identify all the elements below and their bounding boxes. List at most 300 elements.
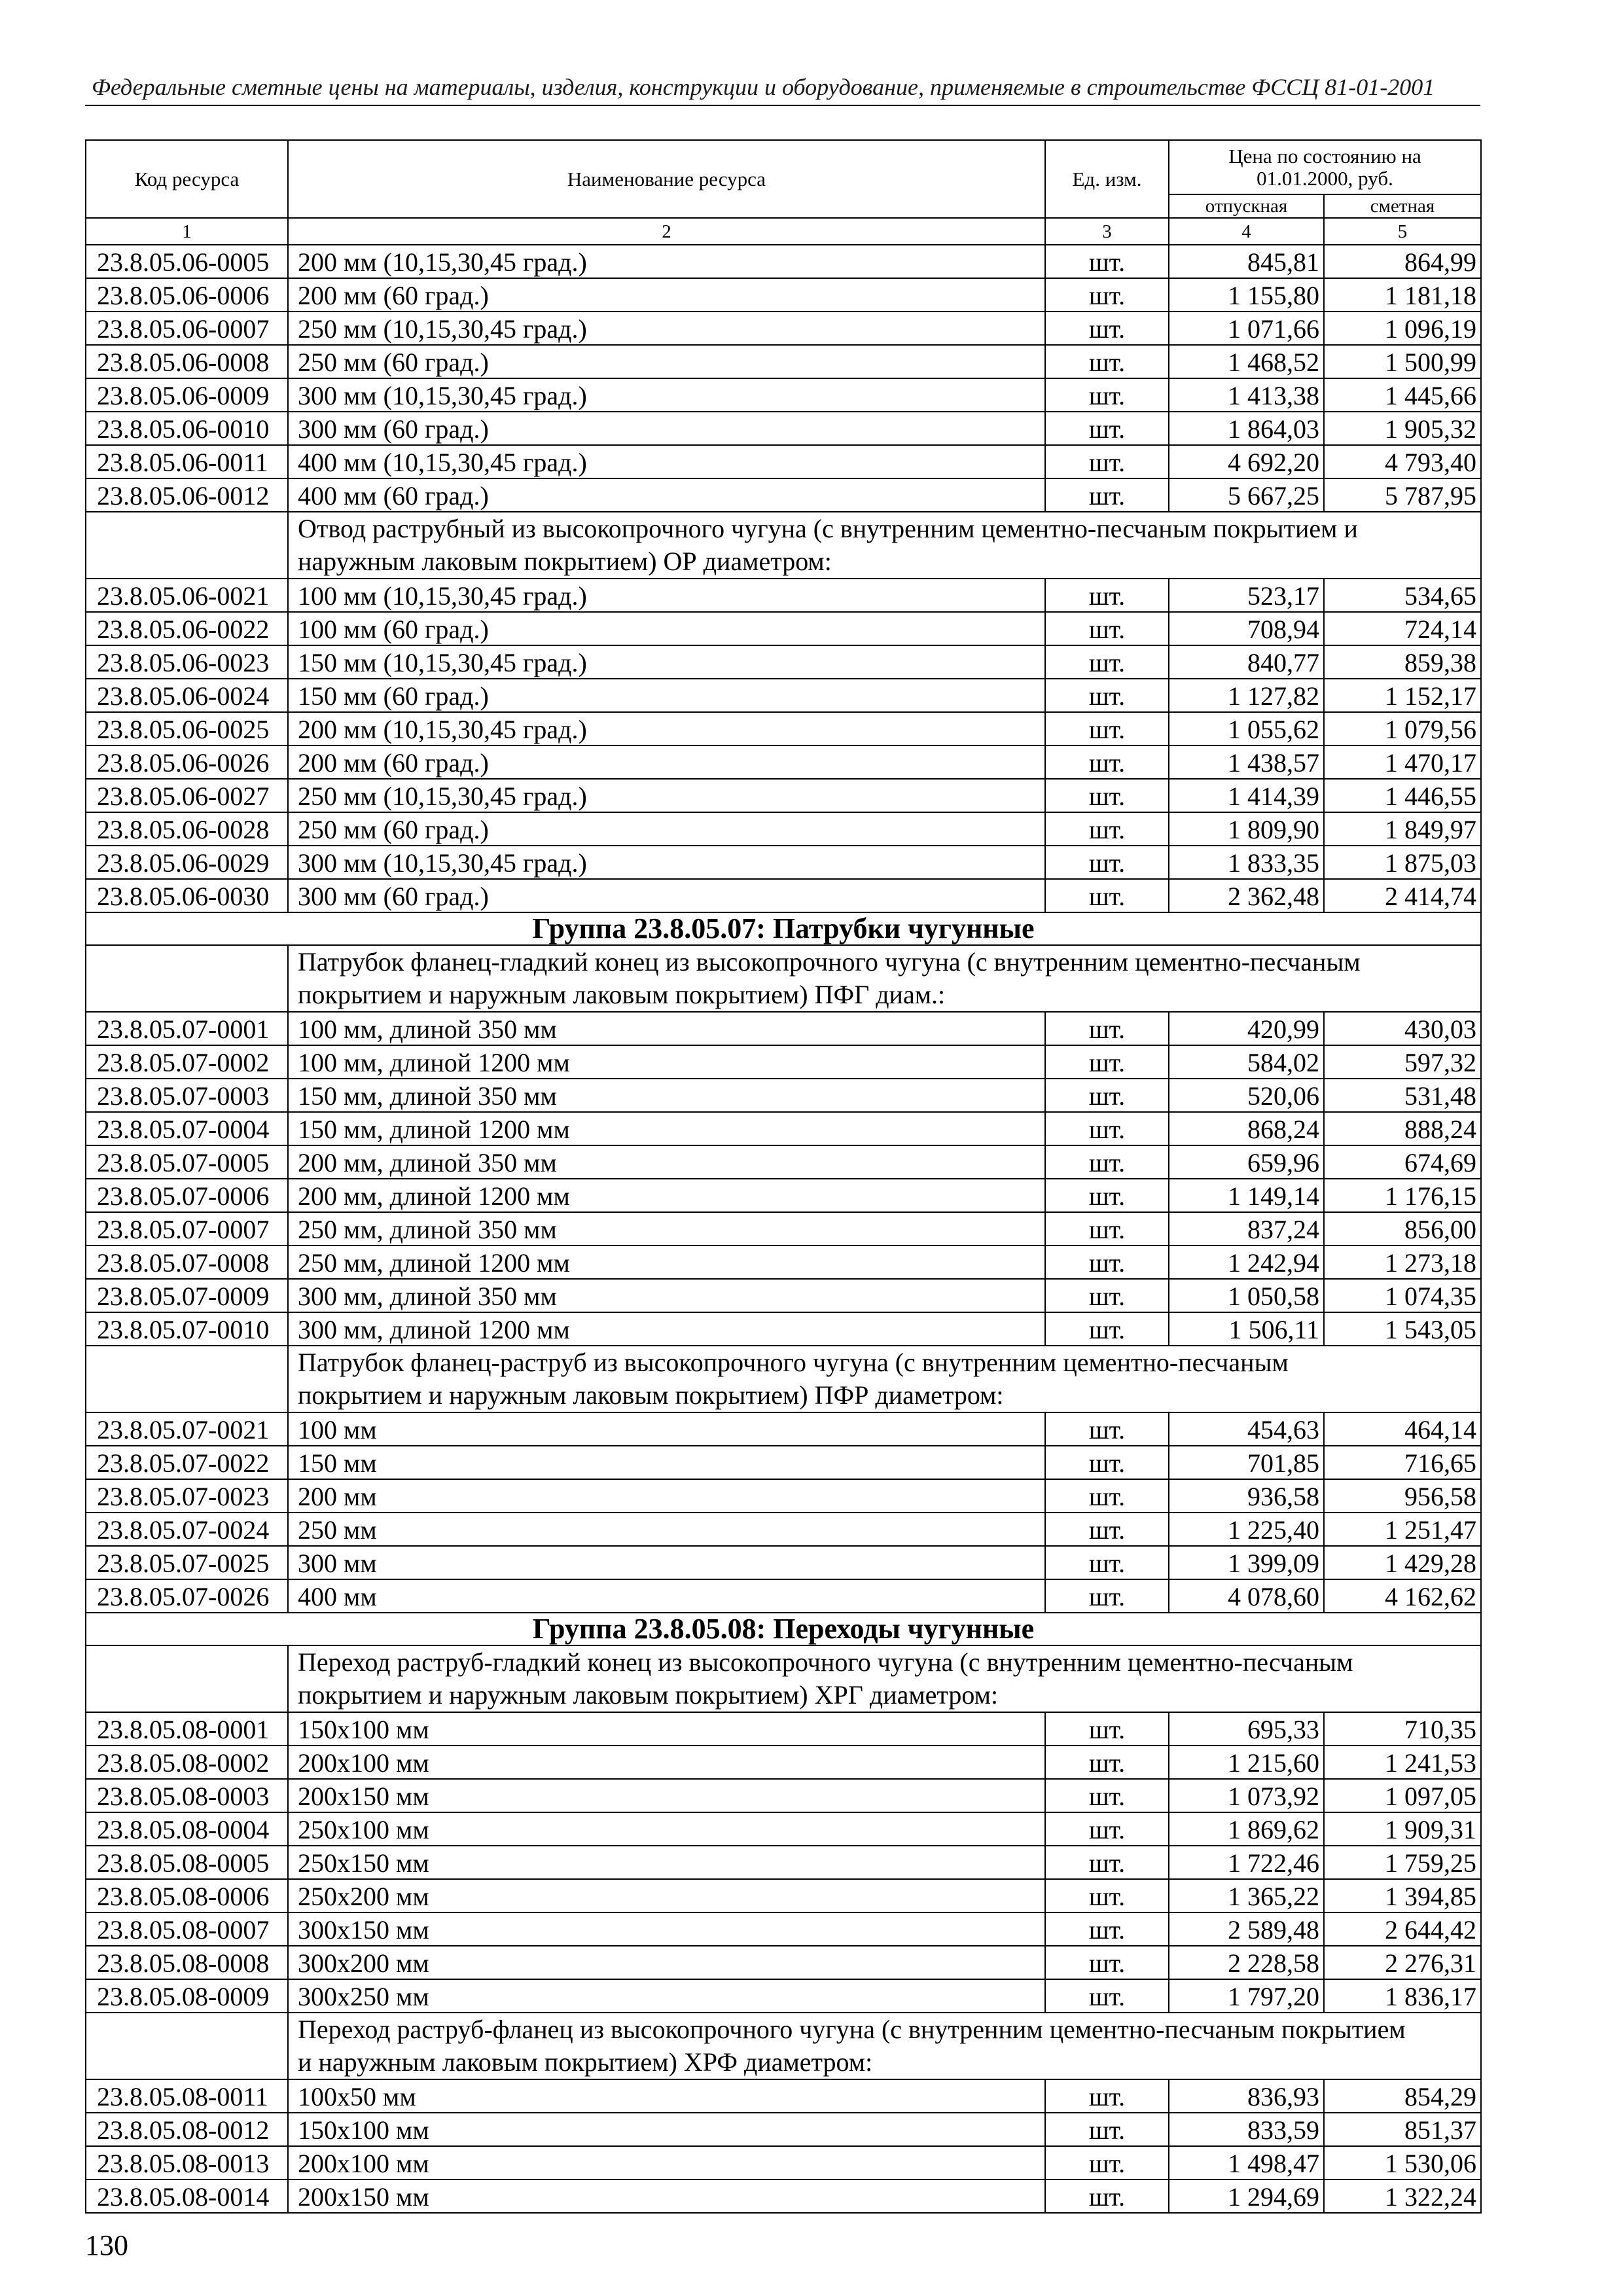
- group-row: [86, 1613, 1481, 1645]
- resource-code: 23.8.05.06-0030: [86, 879, 288, 912]
- resource-name: 250 мм (10,15,30,45 град.): [288, 779, 1045, 812]
- resource-unit: шт.: [1045, 1513, 1169, 1546]
- price-estimate: 724,14: [1324, 612, 1481, 645]
- price-release: 1 055,62: [1169, 712, 1324, 745]
- resource-row: [86, 1479, 1481, 1513]
- resource-code: 23.8.05.08-0006: [86, 1879, 288, 1912]
- price-estimate: 956,58: [1324, 1479, 1481, 1513]
- price-release: 1 722,46: [1169, 1846, 1324, 1879]
- resource-row: [86, 1112, 1481, 1145]
- resource-row: [86, 1912, 1481, 1946]
- resource-row: [86, 1812, 1481, 1846]
- resource-code: 23.8.05.07-0001: [86, 1012, 288, 1045]
- price-estimate: 5 787,95: [1324, 478, 1481, 512]
- resource-name: 200 мм (60 град.): [288, 745, 1045, 779]
- resource-code: 23.8.05.06-0010: [86, 412, 288, 445]
- resource-name: 300 мм, длиной 350 мм: [288, 1279, 1045, 1312]
- price-estimate: 1 322,24: [1324, 2179, 1481, 2213]
- resource-name: 100х50 мм: [288, 2079, 1045, 2113]
- price-release: 1 413,38: [1169, 378, 1324, 412]
- resource-name: 300 мм (10,15,30,45 град.): [288, 378, 1045, 412]
- price-release: 836,93: [1169, 2079, 1324, 2113]
- resource-row: [86, 345, 1481, 378]
- resource-unit: шт.: [1045, 278, 1169, 312]
- resource-unit: шт.: [1045, 2079, 1169, 2113]
- description-row: [86, 945, 1481, 1012]
- resource-code: 23.8.05.07-0005: [86, 1145, 288, 1179]
- resource-code: 23.8.05.06-0008: [86, 345, 288, 378]
- resource-unit: шт.: [1045, 412, 1169, 445]
- column-number: 1: [86, 218, 288, 245]
- resource-row: [86, 2079, 1481, 2113]
- price-release: 2 589,48: [1169, 1912, 1324, 1946]
- resource-unit: шт.: [1045, 345, 1169, 378]
- resource-name: 200 мм: [288, 1479, 1045, 1513]
- price-table: [85, 139, 1482, 2214]
- price-estimate: 2 414,74: [1324, 879, 1481, 912]
- header-name: Наименование ресурса: [288, 140, 1045, 218]
- price-release: 1 149,14: [1169, 1179, 1324, 1212]
- header-row-main: [86, 140, 1481, 194]
- resource-unit: шт.: [1045, 1312, 1169, 1346]
- resource-code: 23.8.05.06-0022: [86, 612, 288, 645]
- resource-unit: шт.: [1045, 1812, 1169, 1846]
- resource-name: 200х150 мм: [288, 2179, 1045, 2213]
- resource-unit: шт.: [1045, 779, 1169, 812]
- resource-row: [86, 378, 1481, 412]
- resource-row: [86, 1279, 1481, 1312]
- resource-row: [86, 846, 1481, 879]
- description-row: [86, 1346, 1481, 1412]
- resource-unit: шт.: [1045, 645, 1169, 679]
- resource-unit: шт.: [1045, 679, 1169, 712]
- resource-code: 23.8.05.07-0010: [86, 1312, 288, 1346]
- resource-code: 23.8.05.06-0021: [86, 579, 288, 612]
- price-estimate: 534,65: [1324, 579, 1481, 612]
- resource-unit: шт.: [1045, 812, 1169, 846]
- resource-code: 23.8.05.08-0001: [86, 1712, 288, 1746]
- description-row: [86, 1645, 1481, 1712]
- resource-row: [86, 1546, 1481, 1579]
- price-release: 1 215,60: [1169, 1746, 1324, 1779]
- resource-row: [86, 1712, 1481, 1746]
- resource-code: 23.8.05.07-0023: [86, 1479, 288, 1513]
- resource-row: [86, 1079, 1481, 1112]
- price-estimate: 1 096,19: [1324, 312, 1481, 345]
- price-release: 1 438,57: [1169, 745, 1324, 779]
- resource-name: 400 мм (60 град.): [288, 478, 1045, 512]
- resource-name: 250 мм, длиной 350 мм: [288, 1212, 1045, 1246]
- price-estimate: 856,00: [1324, 1212, 1481, 1246]
- description-code-cell: [86, 512, 288, 579]
- resource-unit: шт.: [1045, 1479, 1169, 1513]
- resource-name: 300х150 мм: [288, 1912, 1045, 1946]
- resource-name: 250 мм, длиной 1200 мм: [288, 1246, 1045, 1279]
- resource-unit: шт.: [1045, 1079, 1169, 1112]
- resource-name: 250 мм: [288, 1513, 1045, 1546]
- price-release: 936,58: [1169, 1479, 1324, 1513]
- description-line: Отвод раструбный из высокопрочного чугуна (с внутренним цементно-песчаным покрытием и: [298, 514, 1358, 543]
- resource-code: 23.8.05.06-0023: [86, 645, 288, 679]
- description-text: [288, 945, 1481, 1012]
- resource-name: 150 мм: [288, 1446, 1045, 1479]
- resource-row: [86, 579, 1481, 612]
- resource-row: [86, 245, 1481, 278]
- resource-row: [86, 812, 1481, 846]
- price-release: 454,63: [1169, 1412, 1324, 1446]
- price-estimate: 1 241,53: [1324, 1746, 1481, 1779]
- resource-unit: шт.: [1045, 1779, 1169, 1812]
- price-estimate: 1 470,17: [1324, 745, 1481, 779]
- price-release: 4 692,20: [1169, 445, 1324, 478]
- resource-name: 250х200 мм: [288, 1879, 1045, 1912]
- price-estimate: 430,03: [1324, 1012, 1481, 1045]
- price-release: 1 869,62: [1169, 1812, 1324, 1846]
- resource-unit: шт.: [1045, 1746, 1169, 1779]
- price-estimate: 1 181,18: [1324, 278, 1481, 312]
- resource-code: 23.8.05.08-0013: [86, 2146, 288, 2179]
- resource-unit: шт.: [1045, 2146, 1169, 2179]
- resource-unit: шт.: [1045, 1946, 1169, 1979]
- resource-code: 23.8.05.06-0005: [86, 245, 288, 278]
- price-estimate: 597,32: [1324, 1045, 1481, 1079]
- resource-row: [86, 312, 1481, 345]
- resource-row: [86, 1979, 1481, 2013]
- resource-unit: шт.: [1045, 1879, 1169, 1912]
- price-estimate: 674,69: [1324, 1145, 1481, 1179]
- price-estimate: 1 097,05: [1324, 1779, 1481, 1812]
- resource-row: [86, 478, 1481, 512]
- description-line: Патрубок фланец-гладкий конец из высокопрочного чугуна (с внутренним цементно-песчаным: [298, 947, 1361, 977]
- price-estimate: 4 793,40: [1324, 445, 1481, 478]
- price-release: 4 078,60: [1169, 1579, 1324, 1613]
- price-release: 1 242,94: [1169, 1246, 1324, 1279]
- resource-row: [86, 1579, 1481, 1613]
- column-number: 4: [1169, 218, 1324, 245]
- resource-name: 150 мм, длиной 1200 мм: [288, 1112, 1045, 1145]
- column-number: 3: [1045, 218, 1169, 245]
- resource-row: [86, 1412, 1481, 1446]
- resource-code: 23.8.05.07-0025: [86, 1546, 288, 1579]
- resource-name: 200 мм (60 град.): [288, 278, 1045, 312]
- resource-unit: шт.: [1045, 445, 1169, 478]
- resource-unit: шт.: [1045, 1846, 1169, 1879]
- resource-code: 23.8.05.08-0014: [86, 2179, 288, 2213]
- price-estimate: 1 074,35: [1324, 1279, 1481, 1312]
- resource-code: 23.8.05.06-0009: [86, 378, 288, 412]
- price-estimate: 1 543,05: [1324, 1312, 1481, 1346]
- resource-row: [86, 1212, 1481, 1246]
- resource-code: 23.8.05.06-0028: [86, 812, 288, 846]
- price-estimate: 2 276,31: [1324, 1946, 1481, 1979]
- price-release: 1 468,52: [1169, 345, 1324, 378]
- resource-row: [86, 1779, 1481, 1812]
- price-release: 833,59: [1169, 2113, 1324, 2146]
- resource-code: 23.8.05.06-0026: [86, 745, 288, 779]
- price-estimate: 1 849,97: [1324, 812, 1481, 846]
- description-line: Переход раструб-фланец из высокопрочного чугуна (с внутренним цементно-песчаным покрытием: [298, 2015, 1406, 2044]
- resource-name: 200х150 мм: [288, 1779, 1045, 1812]
- description-text: [288, 1645, 1481, 1712]
- price-release: 1 506,11: [1169, 1312, 1324, 1346]
- group-row: [86, 912, 1481, 945]
- table-body: [86, 245, 1481, 2213]
- resource-unit: шт.: [1045, 1279, 1169, 1312]
- resource-name: 150 мм (60 град.): [288, 679, 1045, 712]
- resource-row: [86, 712, 1481, 745]
- resource-name: 100 мм (60 град.): [288, 612, 1045, 645]
- description-row: [86, 2013, 1481, 2079]
- price-release: 584,02: [1169, 1045, 1324, 1079]
- price-release: 1 225,40: [1169, 1513, 1324, 1546]
- header-price-release: отпускная: [1169, 194, 1324, 218]
- price-release: 1 365,22: [1169, 1879, 1324, 1912]
- price-release: 1 155,80: [1169, 278, 1324, 312]
- description-line: и наружным лаковым покрытием) ХРФ диаметром:: [298, 2047, 873, 2077]
- resource-name: 200 мм (10,15,30,45 град.): [288, 245, 1045, 278]
- resource-row: [86, 1879, 1481, 1912]
- resource-code: 23.8.05.06-0024: [86, 679, 288, 712]
- resource-unit: шт.: [1045, 579, 1169, 612]
- resource-code: 23.8.05.07-0007: [86, 1212, 288, 1246]
- price-estimate: 1 759,25: [1324, 1846, 1481, 1879]
- resource-row: [86, 1246, 1481, 1279]
- resource-unit: шт.: [1045, 312, 1169, 345]
- price-estimate: 710,35: [1324, 1712, 1481, 1746]
- resource-row: [86, 679, 1481, 712]
- resource-code: 23.8.05.08-0011: [86, 2079, 288, 2113]
- price-estimate: 1 429,28: [1324, 1546, 1481, 1579]
- resource-name: 200 мм (10,15,30,45 град.): [288, 712, 1045, 745]
- resource-unit: шт.: [1045, 478, 1169, 512]
- resource-name: 300 мм (60 град.): [288, 412, 1045, 445]
- description-line: покрытием и наружным лаковым покрытием) ПФГ диам.:: [298, 980, 946, 1009]
- resource-unit: шт.: [1045, 1145, 1169, 1179]
- price-estimate: 864,99: [1324, 245, 1481, 278]
- price-release: 845,81: [1169, 245, 1324, 278]
- resource-row: [86, 1746, 1481, 1779]
- resource-code: 23.8.05.07-0002: [86, 1045, 288, 1079]
- header-unit: Ед. изм.: [1045, 140, 1169, 218]
- price-release: 701,85: [1169, 1446, 1324, 1479]
- resource-unit: шт.: [1045, 846, 1169, 879]
- description-text: [288, 2013, 1481, 2079]
- resource-row: [86, 779, 1481, 812]
- price-estimate: 1 905,32: [1324, 412, 1481, 445]
- resource-unit: шт.: [1045, 1412, 1169, 1446]
- resource-row: [86, 278, 1481, 312]
- price-release: 1 833,35: [1169, 846, 1324, 879]
- resource-unit: шт.: [1045, 1012, 1169, 1045]
- price-release: 1 797,20: [1169, 1979, 1324, 2013]
- price-estimate: 888,24: [1324, 1112, 1481, 1145]
- resource-name: 250 мм (60 град.): [288, 812, 1045, 846]
- price-release: 420,99: [1169, 1012, 1324, 1045]
- resource-name: 100 мм: [288, 1412, 1045, 1446]
- page-number: 130: [85, 2229, 128, 2261]
- price-release: 1 864,03: [1169, 412, 1324, 445]
- price-release: 1 809,90: [1169, 812, 1324, 846]
- resource-unit: шт.: [1045, 2113, 1169, 2146]
- resource-row: [86, 1846, 1481, 1879]
- price-estimate: 2 644,42: [1324, 1912, 1481, 1946]
- resource-row: [86, 745, 1481, 779]
- resource-unit: шт.: [1045, 1179, 1169, 1212]
- description-line: покрытием и наружным лаковым покрытием) ПФР диаметром:: [298, 1380, 1004, 1410]
- price-estimate: 1 909,31: [1324, 1812, 1481, 1846]
- resource-name: 150 мм (10,15,30,45 град.): [288, 645, 1045, 679]
- resource-name: 100 мм (10,15,30,45 град.): [288, 579, 1045, 612]
- resource-row: [86, 2146, 1481, 2179]
- price-estimate: 1 500,99: [1324, 345, 1481, 378]
- price-estimate: 859,38: [1324, 645, 1481, 679]
- resource-code: 23.8.05.07-0006: [86, 1179, 288, 1212]
- price-estimate: 531,48: [1324, 1079, 1481, 1112]
- resource-code: 23.8.05.08-0012: [86, 2113, 288, 2146]
- resource-unit: шт.: [1045, 1712, 1169, 1746]
- price-release: 1 073,92: [1169, 1779, 1324, 1812]
- price-release: 1 414,39: [1169, 779, 1324, 812]
- resource-code: 23.8.05.08-0002: [86, 1746, 288, 1779]
- resource-name: 200х100 мм: [288, 1746, 1045, 1779]
- header-price-line: Цена по состоянию на: [1228, 144, 1421, 168]
- resource-code: 23.8.05.07-0008: [86, 1246, 288, 1279]
- resource-code: 23.8.05.07-0009: [86, 1279, 288, 1312]
- resource-name: 300х250 мм: [288, 1979, 1045, 2013]
- price-estimate: 1 273,18: [1324, 1246, 1481, 1279]
- resource-name: 300 мм, длиной 1200 мм: [288, 1312, 1045, 1346]
- price-release: 1 127,82: [1169, 679, 1324, 712]
- resource-unit: шт.: [1045, 1212, 1169, 1246]
- resource-unit: шт.: [1045, 2179, 1169, 2213]
- resource-row: [86, 645, 1481, 679]
- resource-code: 23.8.05.08-0005: [86, 1846, 288, 1879]
- resource-row: [86, 445, 1481, 478]
- resource-code: 23.8.05.06-0012: [86, 478, 288, 512]
- price-release: 1 050,58: [1169, 1279, 1324, 1312]
- price-estimate: 1 446,55: [1324, 779, 1481, 812]
- header-price: [1169, 140, 1481, 194]
- price-release: 2 228,58: [1169, 1946, 1324, 1979]
- resource-row: [86, 1946, 1481, 1979]
- description-code-cell: [86, 2013, 288, 2079]
- resource-unit: шт.: [1045, 245, 1169, 278]
- resource-unit: шт.: [1045, 1979, 1169, 2013]
- resource-code: 23.8.05.07-0026: [86, 1579, 288, 1613]
- column-number: 5: [1324, 218, 1481, 245]
- resource-code: 23.8.05.08-0004: [86, 1812, 288, 1846]
- resource-name: 300 мм: [288, 1546, 1045, 1579]
- resource-row: [86, 879, 1481, 912]
- price-release: 520,06: [1169, 1079, 1324, 1112]
- price-release: 1 294,69: [1169, 2179, 1324, 2213]
- resource-code: 23.8.05.07-0024: [86, 1513, 288, 1546]
- description-line: покрытием и наружным лаковым покрытием) ХРГ диаметром:: [298, 1680, 999, 1710]
- resource-unit: шт.: [1045, 1546, 1169, 1579]
- resource-unit: шт.: [1045, 1446, 1169, 1479]
- resource-row: [86, 2179, 1481, 2213]
- resource-name: 150 мм, длиной 350 мм: [288, 1079, 1045, 1112]
- header-rule: [85, 105, 1480, 106]
- resource-name: 100 мм, длиной 1200 мм: [288, 1045, 1045, 1079]
- resource-unit: шт.: [1045, 879, 1169, 912]
- resource-code: 23.8.05.08-0007: [86, 1912, 288, 1946]
- resource-name: 150х100 мм: [288, 1712, 1045, 1746]
- price-estimate: 4 162,62: [1324, 1579, 1481, 1613]
- header-code: Код ресурса: [86, 140, 288, 218]
- price-estimate: 1 836,17: [1324, 1979, 1481, 2013]
- resource-name: 200 мм, длиной 350 мм: [288, 1145, 1045, 1179]
- description-code-cell: [86, 1645, 288, 1712]
- resource-row: [86, 1179, 1481, 1212]
- resource-code: 23.8.05.06-0027: [86, 779, 288, 812]
- resource-name: 300х200 мм: [288, 1946, 1045, 1979]
- resource-unit: шт.: [1045, 1246, 1169, 1279]
- resource-name: 150х100 мм: [288, 2113, 1045, 2146]
- price-estimate: 1 530,06: [1324, 2146, 1481, 2179]
- running-header: Федеральные сметные цены на материалы, изделия, конструкции и оборудование, применяемые в строительстве ФССЦ 81-01-2001: [92, 74, 1435, 100]
- price-release: 1 071,66: [1169, 312, 1324, 345]
- price-estimate: 464,14: [1324, 1412, 1481, 1446]
- description-code-cell: [86, 1346, 288, 1412]
- price-estimate: 1 079,56: [1324, 712, 1481, 745]
- resource-code: 23.8.05.07-0021: [86, 1412, 288, 1446]
- resource-code: 23.8.05.06-0011: [86, 445, 288, 478]
- description-row: [86, 512, 1481, 579]
- resource-unit: шт.: [1045, 1112, 1169, 1145]
- price-release: 837,24: [1169, 1212, 1324, 1246]
- price-release: 523,17: [1169, 579, 1324, 612]
- price-estimate: 1 445,66: [1324, 378, 1481, 412]
- header-row-numbers: [86, 218, 1481, 245]
- resource-name: 250 мм (10,15,30,45 град.): [288, 312, 1045, 345]
- resource-code: 23.8.05.06-0025: [86, 712, 288, 745]
- price-release: 695,33: [1169, 1712, 1324, 1746]
- price-release: 1 498,47: [1169, 2146, 1324, 2179]
- resource-name: 250х150 мм: [288, 1846, 1045, 1879]
- price-release: 2 362,48: [1169, 879, 1324, 912]
- resource-row: [86, 1446, 1481, 1479]
- price-release: 708,94: [1169, 612, 1324, 645]
- resource-row: [86, 1045, 1481, 1079]
- resource-code: 23.8.05.06-0006: [86, 278, 288, 312]
- resource-unit: шт.: [1045, 1579, 1169, 1613]
- price-release: 840,77: [1169, 645, 1324, 679]
- resource-code: 23.8.05.06-0007: [86, 312, 288, 345]
- resource-name: 250 мм (60 град.): [288, 345, 1045, 378]
- resource-unit: шт.: [1045, 612, 1169, 645]
- price-estimate: 851,37: [1324, 2113, 1481, 2146]
- resource-code: 23.8.05.07-0004: [86, 1112, 288, 1145]
- description-text: [288, 512, 1481, 579]
- resource-row: [86, 2113, 1481, 2146]
- description-line: наружным лаковым покрытием) ОР диаметром:: [298, 547, 832, 576]
- resource-code: 23.8.05.08-0003: [86, 1779, 288, 1812]
- resource-code: 23.8.05.06-0029: [86, 846, 288, 879]
- resource-unit: шт.: [1045, 1045, 1169, 1079]
- resource-name: 200х100 мм: [288, 2146, 1045, 2179]
- table-header: [86, 140, 1481, 245]
- resource-unit: шт.: [1045, 712, 1169, 745]
- resource-name: 400 мм: [288, 1579, 1045, 1613]
- price-release: 5 667,25: [1169, 478, 1324, 512]
- price-estimate: 1 875,03: [1324, 846, 1481, 879]
- group-title: Группа 23.8.05.08: Переходы чугунные: [86, 1613, 1481, 1645]
- resource-name: 250х100 мм: [288, 1812, 1045, 1846]
- resource-row: [86, 1012, 1481, 1045]
- description-text: [288, 1346, 1481, 1412]
- price-estimate: 1 152,17: [1324, 679, 1481, 712]
